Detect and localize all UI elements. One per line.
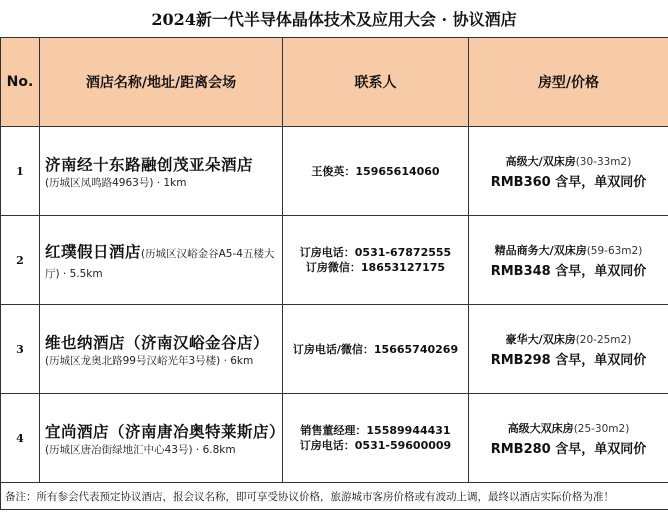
contact-line: 订房电话：0531-59600009 xyxy=(299,439,452,452)
room-type: 高级大双床房 xyxy=(507,421,574,435)
note: 备注：所有参会代表预定协议酒店，报会议名称，即可享受协议价格，旅游城市客房价格或有波动上调，最终以酒店实际价格为准！ xyxy=(1,483,668,510)
hotel-cell xyxy=(40,216,283,305)
hotel-address: (历城区唐冶街绿地汇中心43号) · 6.8km xyxy=(45,443,236,456)
row-number: 2 xyxy=(1,216,40,305)
room-price: RMB280 含早，单双同价 xyxy=(490,441,647,457)
room-type: 高级大/双床房 xyxy=(505,154,576,168)
hotel-address: (历城区凤鸣路4963号) · 1km xyxy=(45,176,187,189)
room-price: RMB360 含早，单双同价 xyxy=(490,174,647,190)
hotel-cell xyxy=(40,127,283,216)
hotel-address: (历城区龙奥北路99号汉峪光年3号楼) · 6km xyxy=(45,354,254,367)
note-row xyxy=(1,483,668,510)
row-number: 4 xyxy=(1,394,40,483)
contact-line: 王俊英：15965614060 xyxy=(311,164,440,178)
hotel-table xyxy=(0,37,668,510)
room-cell xyxy=(469,394,668,483)
hotel-name: 维也纳酒店（济南汉峪金谷店） xyxy=(45,332,270,352)
room-type: 豪华大/双床房 xyxy=(505,332,576,346)
room-cell xyxy=(469,216,668,305)
room-size: (59-63m2) xyxy=(586,244,643,257)
table-row xyxy=(1,216,668,305)
table-row xyxy=(1,127,668,216)
room-size: (25-30m2) xyxy=(573,422,630,435)
hotel-cell xyxy=(40,305,283,394)
header-no: No. xyxy=(1,38,40,127)
row-number: 1 xyxy=(1,127,40,216)
room-price: RMB298 含早，单双同价 xyxy=(490,352,647,368)
room-price: RMB348 含早，单双同价 xyxy=(490,263,647,279)
page-title: 2024新一代半导体晶体技术及应用大会 · 协议酒店 xyxy=(151,10,517,29)
room-size: (20-25m2) xyxy=(575,333,632,346)
hotel-address: (历城区汉峪金谷A5-4五楼大厅) · 5.5km xyxy=(45,247,275,280)
contact-line: 销售董经理：15589944431 xyxy=(300,424,451,437)
contact-cell xyxy=(283,127,469,216)
table-row xyxy=(1,305,668,394)
table-row xyxy=(1,394,668,483)
room-cell xyxy=(469,305,668,394)
header-contact: 联系人 xyxy=(283,38,469,127)
header-room: 房型/价格 xyxy=(469,38,668,127)
contact-cell xyxy=(283,305,469,394)
contact-line: 订房电话/微信：15665740269 xyxy=(292,342,459,356)
contact-cell xyxy=(283,394,469,483)
hotel-name: 宜尚酒店（济南唐冶奥特莱斯店） xyxy=(45,421,286,441)
row-number: 3 xyxy=(1,305,40,394)
contact-line: 订房电话：0531-67872555 xyxy=(299,246,452,259)
contact-cell xyxy=(283,216,469,305)
header-hotel: 酒店名称/地址/距离会场 xyxy=(40,38,283,127)
table-header xyxy=(1,38,668,127)
room-cell xyxy=(469,127,668,216)
room-type: 精品商务大/双床房 xyxy=(494,243,587,257)
contact-line: 订房微信：18653127175 xyxy=(305,261,446,274)
hotel-cell xyxy=(40,394,286,483)
hotel-name: 红璞假日酒店 xyxy=(45,241,142,261)
hotel-name: 济南经十东路融创茂亚朵酒店 xyxy=(45,154,254,174)
room-size: (30-33m2) xyxy=(575,155,632,168)
